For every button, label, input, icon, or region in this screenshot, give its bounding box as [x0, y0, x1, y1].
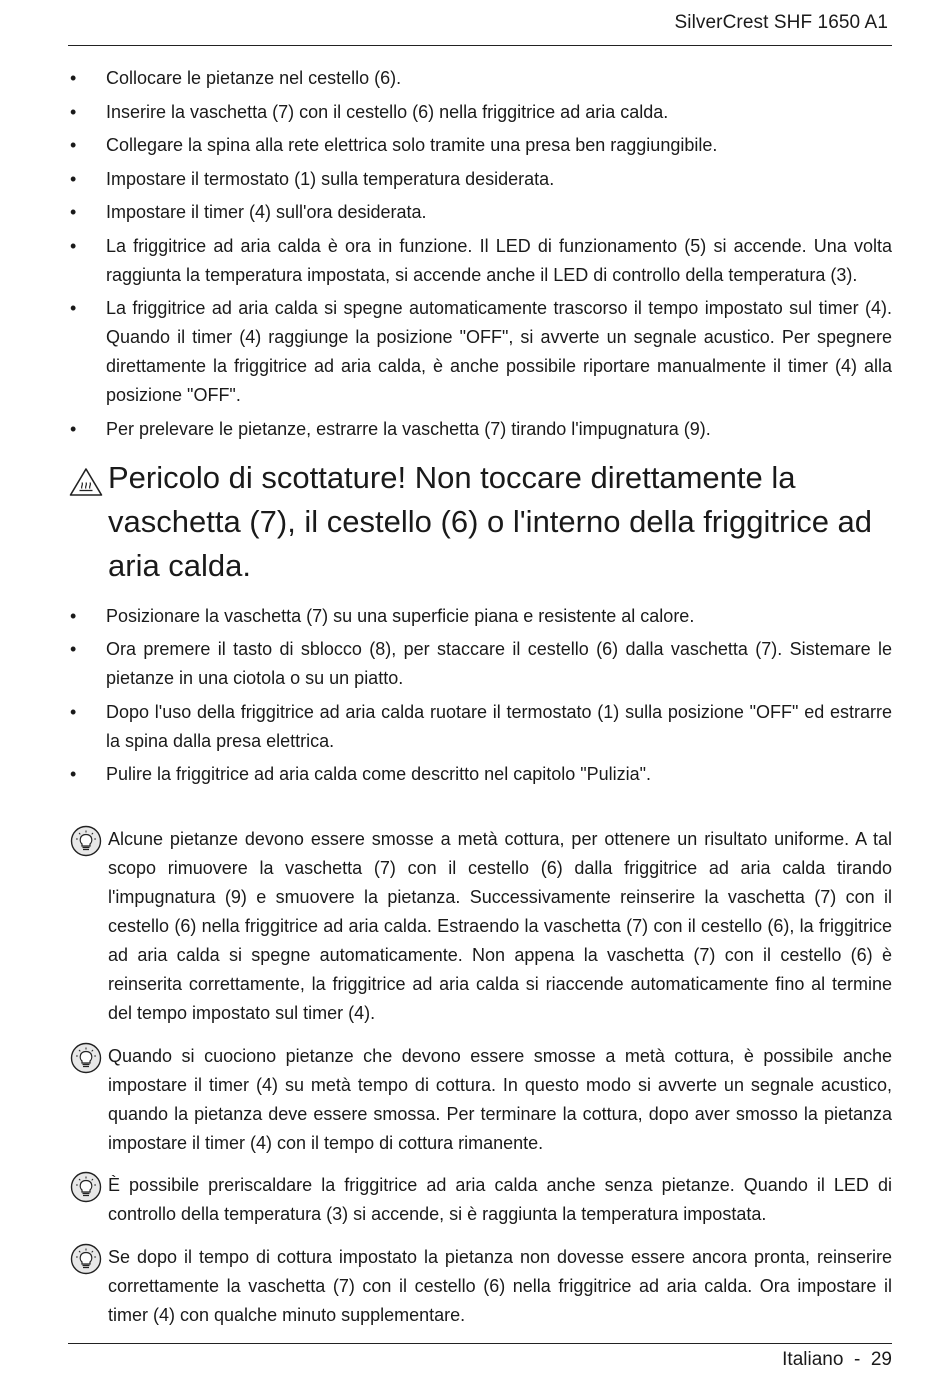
list-item: • Pulire la friggitrice ad aria calda come descritto nel capitolo "Pulizia".: [68, 760, 892, 789]
list-item: • Ora premere il tasto di sblocco (8), per staccare il cestello (6) dalla vaschetta (7). Sistemare le pietanze in una ciotola o su un piatto.: [68, 635, 892, 693]
list-item: • Dopo l'uso della friggitrice ad aria calda ruotare il termostato (1) sulla posizione "OFF" ed estrarre la spina dalla presa elettrica.: [68, 698, 892, 756]
page-header-title: SilverCrest SHF 1650 A1: [674, 12, 888, 33]
lightbulb-icon: [70, 825, 102, 857]
list-item: • La friggitrice ad aria calda si spegne automaticamente trascorso il tempo impostato sul timer (4). Quando il timer (4) raggiunge la posizione "OFF", si avverte un segnale acustico. Per spegnere direttamente la friggitrice ad aria calda, è anche possibile riportare manualmente il timer (4) alla posizione "OFF".: [68, 294, 892, 410]
list-item: • Posizionare la vaschetta (7) su una superficie piana e resistente al calore.: [68, 602, 892, 631]
tip-note: [68, 1171, 892, 1229]
steps-list-a: [68, 64, 892, 444]
page-content: [68, 64, 892, 1343]
lightbulb-icon: [70, 1243, 102, 1275]
lightbulb-icon: [70, 1171, 102, 1203]
burn-warning: [68, 456, 892, 588]
header-rule: [68, 45, 892, 46]
list-item: • Impostare il termostato (1) sulla temperatura desiderata.: [68, 165, 892, 194]
list-item: • La friggitrice ad aria calda è ora in funzione. Il LED di funzionamento (5) si accende. Una volta raggiunta la temperatura impostata, si accende anche il LED di controllo della temperatura (3).: [68, 232, 892, 290]
tip-note: [68, 1243, 892, 1330]
lightbulb-icon: [70, 1042, 102, 1074]
list-item: • Collegare la spina alla rete elettrica solo tramite una presa ben raggiungibile.: [68, 131, 892, 160]
tip-text: È possibile preriscaldare la friggitrice ad aria calda anche senza pietanze. Quando il LED di controllo della temperatura (3) si accende, si è raggiunta la temperatura impostata.: [108, 1175, 892, 1224]
warning-text: Pericolo di scottature! Non toccare direttamente la vaschetta (7), il cestello (6) o l'interno della friggitrice ad aria calda.: [108, 459, 873, 583]
tip-text: Alcune pietanze devono essere smosse a metà cottura, per ottenere un risultato uniforme. A tal scopo rimuovere la vaschetta (7) con il cestello (6) dalla friggitrice ad aria calda tirando l'impugnatura (9) e smuovere la pietanza. Successivamente reinserire la vaschetta (7) con il cestello (6) nella friggitrice ad aria calda. Estraendo la vaschetta (7) con il cestello (6), la friggitrice ad aria calda si spegne automaticamente. Non appena la vaschetta (7) con il cestello (6) è reinserita correttamente, la friggitrice ad aria calda si riaccende automaticamente fino al termine del tempo impostato sul timer (4).: [108, 829, 892, 1023]
footer-rule: [68, 1343, 892, 1344]
list-item: • Impostare il timer (4) sull'ora desiderata.: [68, 198, 892, 227]
tip-note: [68, 1042, 892, 1158]
steps-list-b: [68, 602, 892, 790]
hot-surface-warning-icon: [69, 467, 103, 497]
tips-section: [68, 825, 892, 1330]
list-item: • Collocare le pietanze nel cestello (6).: [68, 64, 892, 93]
list-item: • Per prelevare le pietanze, estrarre la vaschetta (7) tirando l'impugnatura (9).: [68, 415, 892, 444]
page-footer: Italiano - 29: [782, 1349, 892, 1370]
tip-text: Se dopo il tempo di cottura impostato la pietanza non dovesse essere ancora pronta, reinserire correttamente la vaschetta (7) con il cestello (6) nella friggitrice ad aria calda. Ora impostare il timer (4) con qualche minuto supplementare.: [108, 1246, 892, 1325]
tip-note: [68, 825, 892, 1028]
list-item: • Inserire la vaschetta (7) con il cestello (6) nella friggitrice ad aria calda.: [68, 98, 892, 127]
tip-text: Quando si cuociono pietanze che devono essere smosse a metà cottura, è possibile anche impostare il timer (4) su metà tempo di cottura. In questo modo si avverte un segnale acustico, quando la pietanza deve essere smossa. Per terminare la cottura, dopo aver smosso la pietanza impostare il timer (4) con il tempo di cottura rimanente.: [108, 1045, 892, 1153]
